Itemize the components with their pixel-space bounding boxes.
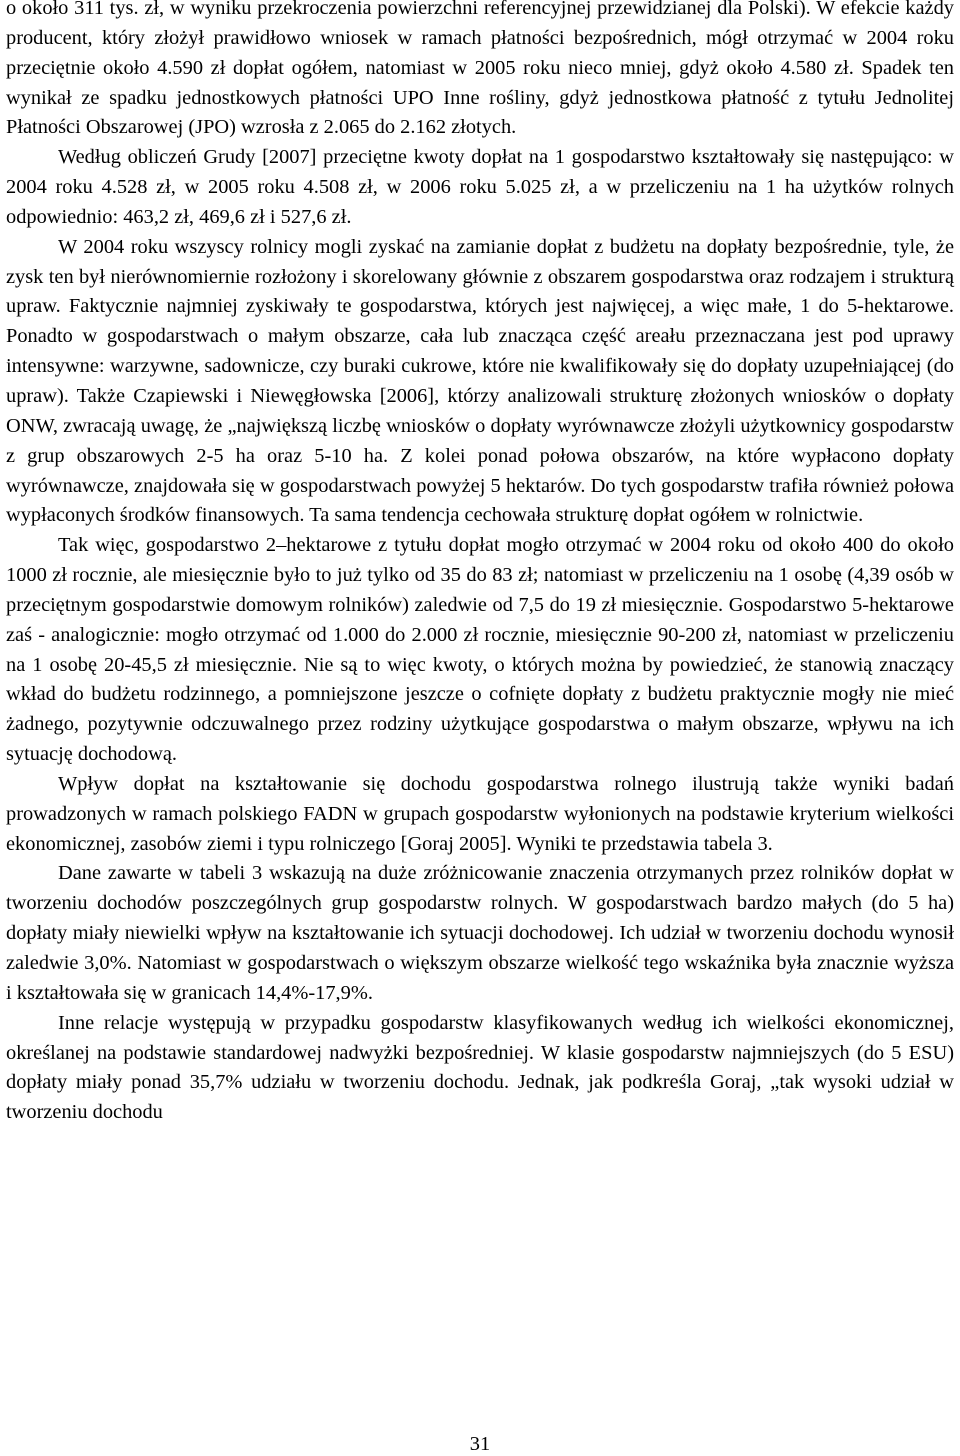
paragraph-2004-farmers: W 2004 roku wszyscy rolnicy mogli zyskać na zamianie dopłat z budżetu na dopłaty bezpośrednie, tyle, że zysk ten był nierównomiernie rozłożony i skorelowany głównie z obszarem gospodarstwa oraz rodzajem i strukturą upraw. Faktycznie najmniej zyskiwały te gospodarstwa, których jest najwięcej, a więc małe, 1 do 5-hektarowe. Ponadto w gospodarstwach o małym obszarze, cała lub znacząca część areału przeznaczana jest pod uprawy intensywne: warzywne, sadownicze, czy buraki cukrowe, które nie kwalifikowały się do dopłaty uzupełniającej (do upraw). Także Czapiewski i Niewęgłowska [2006], którzy analizowali strukturę złożonych wniosków o dopłaty ONW, zwracają uwagę, że „największą liczbę wniosków o dopłaty wyrównawcze złożyli użytkownicy gospodarstw z grup obszarowych 2-5 ha oraz 5-10 ha. Z kolei ponad połowa obszarów, na które wypłacono dopłaty wyrównawcze, znajdowała się w gospodarstwach powyżej 5 hektarów. Do tych gospodarstw trafiła również połowa wypłaconych środków finansowych. Ta sama tendencja cechowała strukturę dopłat ogółem w rolnictwie. xyxy=(6,235,954,527)
paragraph-economic-size: Inne relacje występują w przypadku gospodarstw klasyfikowanych według ich wielkości ekonomicznej, określanej na podstawie standardowej nadwyżki bezpośredniej. W klasie gospodarstw najmniejszych (do 5 ESU) dopłaty miały ponad 35,7% udziału w tworzeniu dochodu. Jednak, jak podkreśla Goraj, „tak wysoki udział w tworzeniu dochodu xyxy=(6,1011,954,1124)
paragraph-fadn-results: Wpływ dopłat na kształtowanie się dochodu gospodarstwa rolnego ilustrują także wyniki badań prowadzonych w ramach polskiego FADN w grupach gospodarstw wyłonionych na podstawie kryterium wielkości ekonomicznej, zasobów ziemi i typu rolniczego [Goraj 2005]. Wyniki te przedstawia tabela 3. xyxy=(6,772,954,855)
paragraph-gruda-calculations: Według obliczeń Grudy [2007] przeciętne kwoty dopłat na 1 gospodarstwo kształtowały się następująco: w 2004 roku 4.528 zł, w 2005 roku 4.508 zł, w 2006 roku 5.025 zł, a w przeliczeniu na 1 ha użytków rolnych odpowiednio: 463,2 zł, 469,6 zł i 527,6 zł. xyxy=(6,146,954,228)
page-number: 31 xyxy=(469,1433,491,1455)
paragraph-small-farms-income: Tak więc, gospodarstwo 2–hektarowe z tytułu dopłat mogło otrzymać w 2004 roku od około 400 do około 1000 zł rocznie, ale miesięcznie było to już tylko od 35 do 83 zł; natomiast w przeliczeniu na 1 osobę (4,39 osób w przeciętnym gospodarstwie domowym rolników) zaledwie od 7,5 do 19 zł miesięcznie. Gospodarstwo 5-hektarowe zaś - analogicznie: mogło otrzymać od 1.000 do 2.000 zł rocznie, miesięcznie 90-200 zł, natomiast w przeliczeniu na 1 osobę 20-45,5 zł miesięcznie. Nie są to więc kwoty, o których można by powiedzieć, że stanowią znaczący wkład do budżetu rodzinnego, a pomniejszone jeszcze o cofnięte dopłaty z budżetu praktycznie mogły nie mieć żadnego, pozytywnie odczuwalnego przez rodziny użytkujące gospodarstwa o małym obszarze, wpływu na ich sytuację dochodową. xyxy=(6,534,954,766)
body-text xyxy=(6,0,954,1128)
paragraph-table-3-analysis: Dane zawarte w tabeli 3 wskazują na duże zróżnicowanie znaczenia otrzymanych przez rolników dopłat w tworzeniu dochodów poszczególnych grup gospodarstw rolnych. W gospodarstwach bardzo małych (do 5 ha) dopłaty miały niewielki wpływ na kształtowanie ich sytuacji dochodowej. Ich udział w tworzeniu dochodu wynosił zaledwie 3,0%. Natomiast w gospodarstwach o większym obszarze wielkość tego wskaźnika była znacznie wyższa i kształtowała się w granicach 14,4%-17,9%. xyxy=(6,862,954,1004)
paragraph-continued: o około 311 tys. zł, w wyniku przekroczenia powierzchni referencyjnej przewidzianej dla Polski). W efekcie każdy producent, który złożył prawidłowo wniosek w ramach płatności bezpośrednich, mógł otrzymać w 2004 roku przeciętnie około 4.590 zł dopłat ogółem, natomiast w 2005 roku nieco mniej, gdyż około 4.580 zł. Spadek ten wynikał ze spadku jednostkowych płatności UPO Inne rośliny, gdyż jednostkowa płatność z tytułu Jednolitej Płatności Obszarowej (JPO) wzrosła z 2.065 do 2.162 złotych. xyxy=(6,0,954,139)
